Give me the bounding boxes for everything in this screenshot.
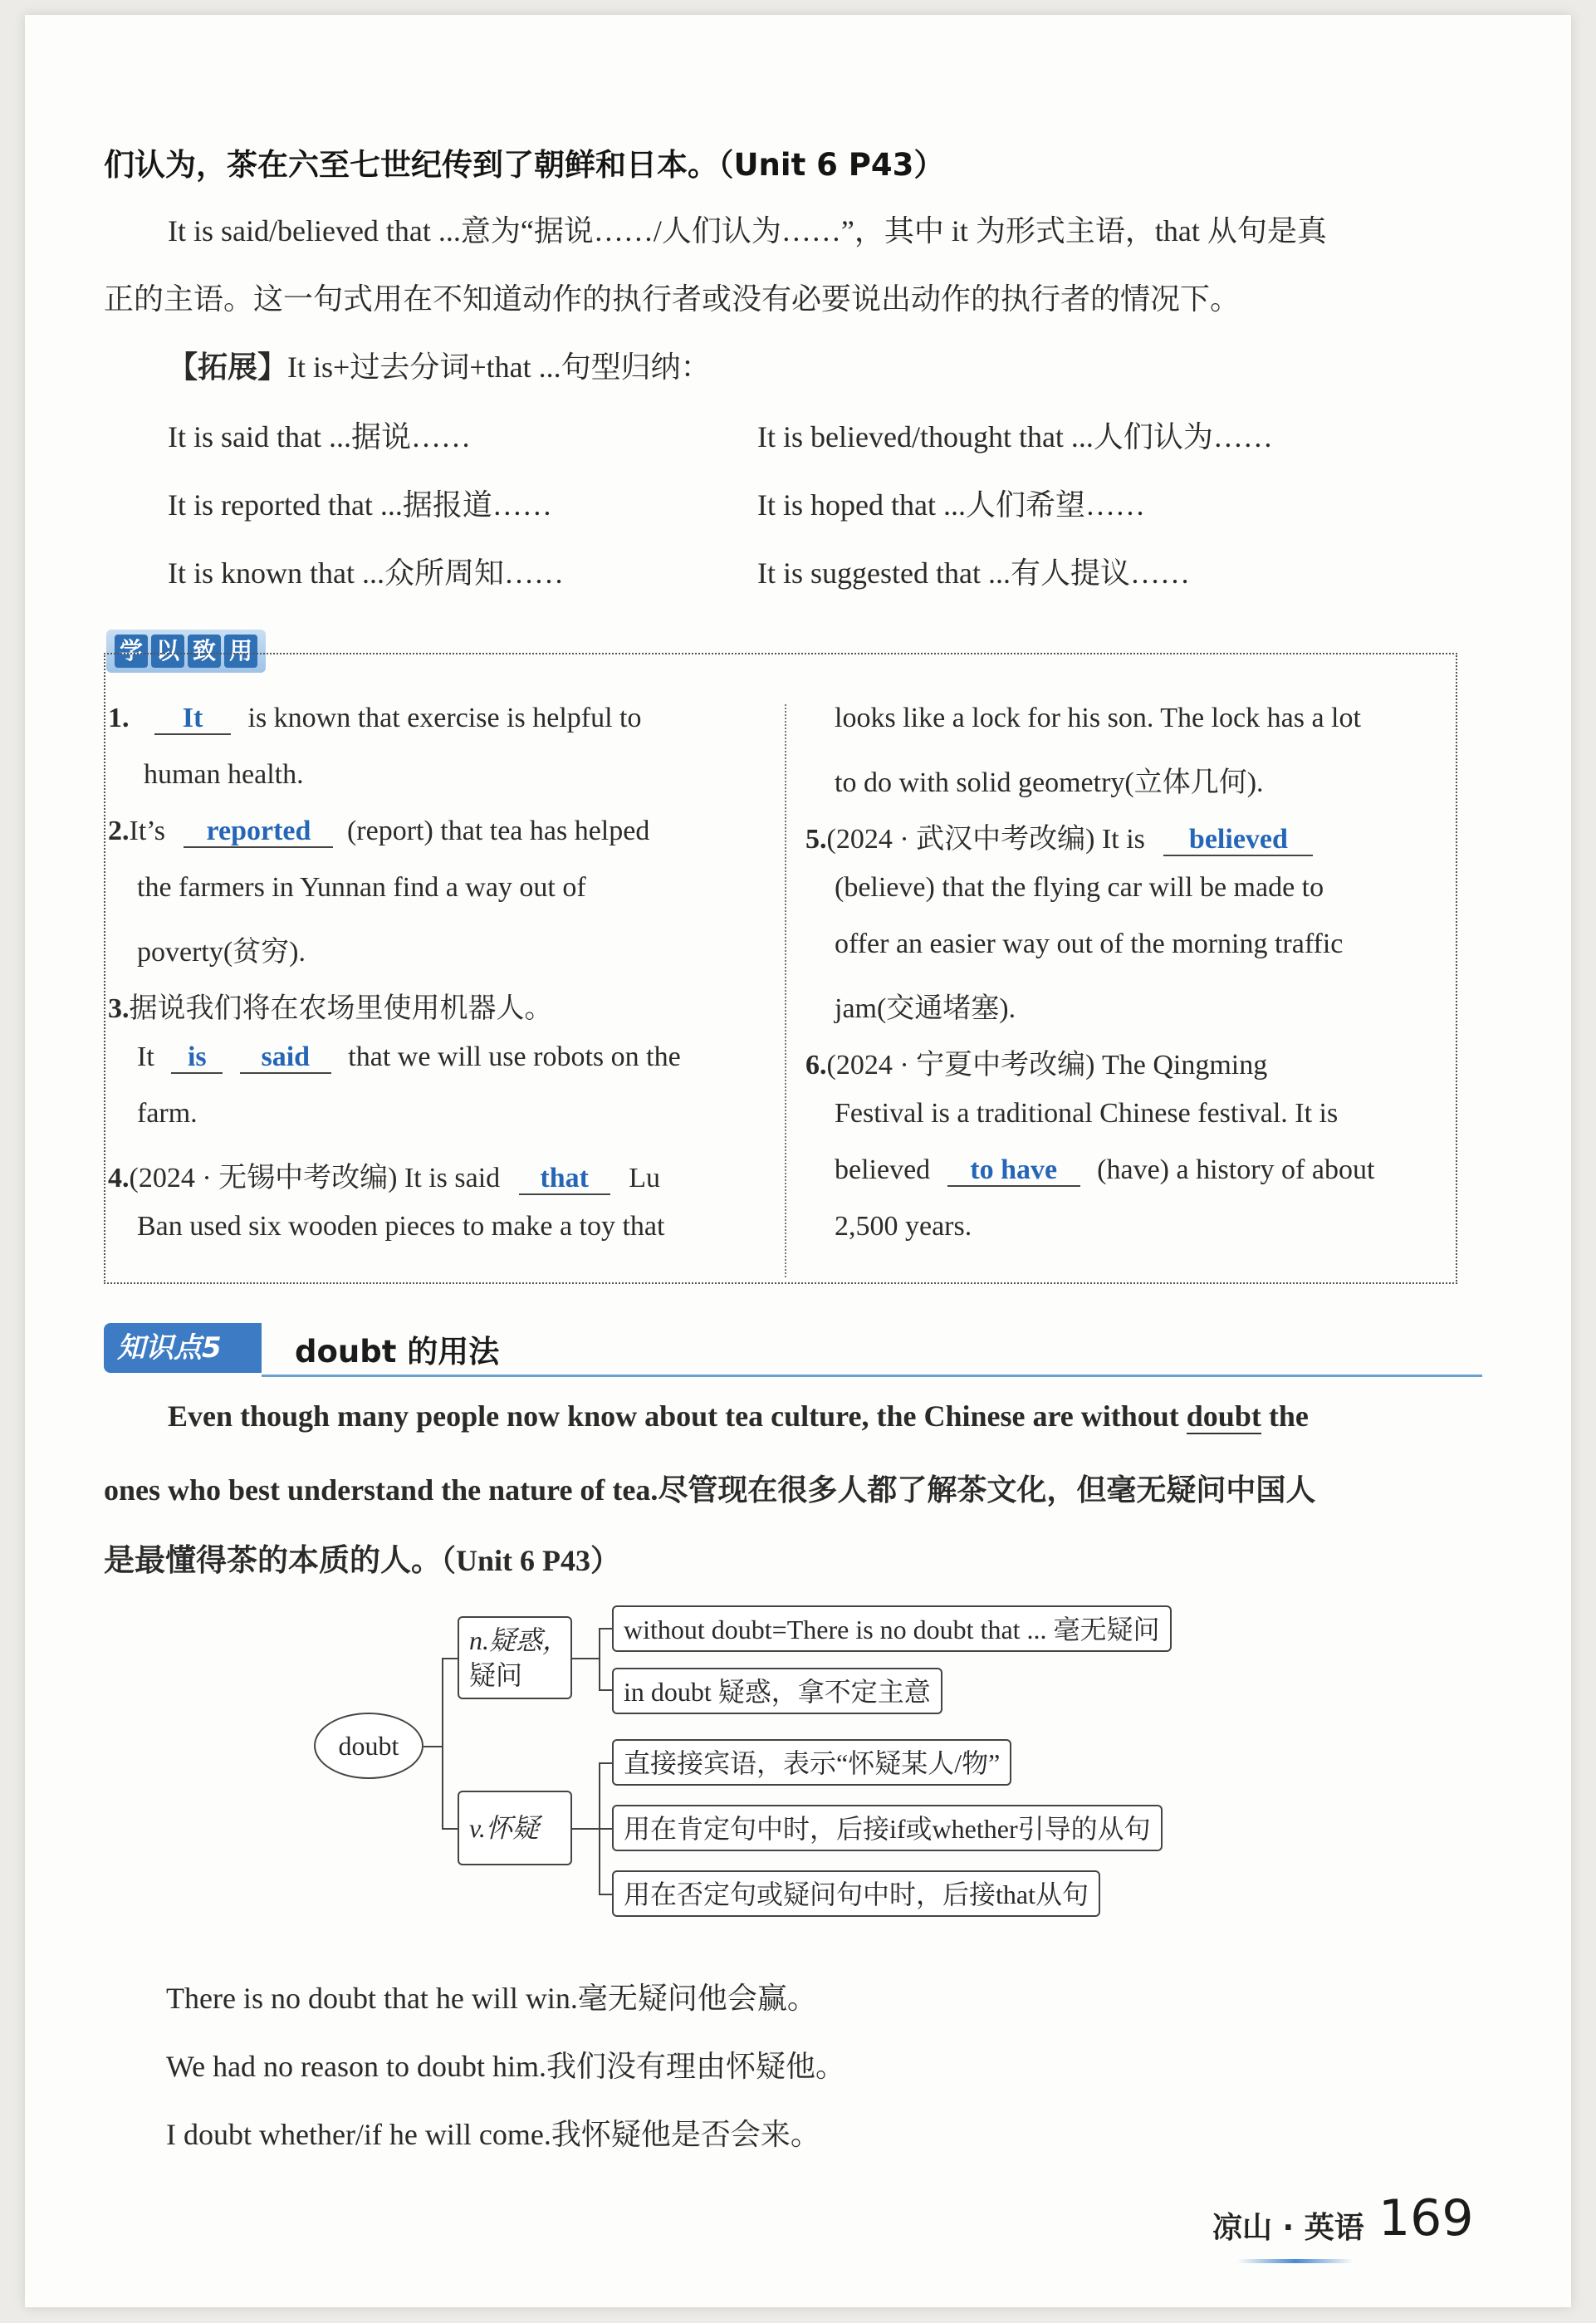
question-number: 3.	[108, 993, 130, 1024]
verb-item-affirmative: 用在肯定句中时，后接if或whether引导的从句	[612, 1805, 1163, 1851]
question-4	[108, 1154, 660, 1195]
example-sentence-line-3	[104, 1535, 620, 1580]
noun-label: n.疑惑，	[469, 1625, 570, 1655]
connector	[599, 1894, 612, 1895]
connector	[442, 1828, 458, 1830]
section-heading: 们认为，茶在六至七世纪传到了朝鲜和日本。（Unit 6 P43）	[104, 147, 945, 183]
connector	[442, 1658, 443, 1828]
pattern-reported: It is reported that ...据报道……	[168, 488, 552, 522]
question-prompt: 据说我们将在农场里使用机器人。	[129, 993, 553, 1024]
pattern-suggested: It is suggested that ...有人提议……	[757, 556, 1190, 590]
question-number: 4.	[108, 1163, 130, 1193]
answer-blank: It	[154, 703, 231, 735]
question-5-line-3: offer an easier way out of the morning traffic	[835, 929, 1344, 959]
noun-label-cont: 疑问	[469, 1660, 523, 1690]
pattern-known: It is known that ...众所周知……	[168, 556, 564, 590]
answer-blank: reported	[184, 816, 333, 848]
question-text: Lu	[629, 1163, 660, 1193]
footer-rule	[1237, 2259, 1354, 2263]
noun-node	[458, 1616, 572, 1699]
question-3-line-3: farm.	[137, 1098, 198, 1129]
question-number: 5.	[805, 824, 827, 855]
question-text: (2024 · 无锡中考改编) It is said	[129, 1163, 501, 1193]
question-text: (have) a history of about	[1097, 1154, 1375, 1185]
question-3-line-2	[137, 1041, 681, 1074]
footer-label: 凉山 · 英语	[1212, 2211, 1364, 2245]
connector	[599, 1628, 600, 1689]
example-2: We had no reason to doubt him.我们没有理由怀疑他。	[166, 2050, 846, 2083]
question-text: (2024 · 宁夏中考改编) The Qingming	[826, 1050, 1268, 1081]
example-3: I doubt whether/if he will come.我怀疑他是否会来。	[166, 2118, 820, 2151]
connector	[572, 1658, 599, 1659]
pattern-believed: It is believed/thought that ...人们认为……	[757, 420, 1273, 453]
question-text: is known that exercise is helpful to	[247, 703, 642, 733]
root-node: doubt	[314, 1713, 423, 1779]
answer-blank: to have	[947, 1155, 1080, 1187]
noun-item-in-doubt: in doubt 疑惑，拿不定主意	[612, 1668, 942, 1714]
noun-item-without-doubt: without doubt=There is no doubt that ... 毫无疑问	[612, 1605, 1172, 1652]
question-6-line-2: Festival is a traditional Chinese festival. It is	[835, 1098, 1339, 1129]
question-6	[805, 1041, 1267, 1082]
explanation-line-2: 正的主语。这一句式用在不知道动作的执行者或没有必要说出动作的执行者的情况下。	[104, 282, 1241, 316]
pattern-hoped: It is hoped that ...人们希望……	[757, 488, 1145, 522]
badge-char: 用	[224, 635, 257, 668]
badge-char: 学	[115, 635, 148, 668]
knowledge-point-header	[104, 1323, 1484, 1381]
answer-blank: that	[519, 1164, 610, 1195]
explanation-line-1: It is said/believed that ...意为“据说……/人们认为……”，其中 it 为形式主语，that 从句是真	[168, 214, 1327, 247]
connector	[599, 1628, 612, 1630]
question-5	[805, 816, 1313, 856]
question-text: believed	[835, 1154, 931, 1185]
connector	[599, 1828, 612, 1830]
verb-item-negative: 用在否定句或疑问句中时，后接that从句	[612, 1870, 1100, 1917]
question-4-line-3: looks like a lock for his son. The lock has a lot	[835, 703, 1361, 733]
question-2-line-3: poverty(贫穷).	[137, 937, 306, 968]
example-sentence-line-1	[168, 1399, 1309, 1433]
question-5-line-2: (believe) that the flying car will be made to	[835, 872, 1324, 903]
example-sentence-line-2: ones who best understand the nature of tea.尽管现在很多人都了解茶文化，但毫无疑问中国人	[104, 1473, 1316, 1507]
pattern-said: It is said that ...据说……	[168, 420, 471, 453]
connector	[572, 1828, 599, 1830]
question-2	[108, 816, 649, 848]
question-6-line-3	[835, 1154, 1374, 1187]
question-4-line-2: Ban used six wooden pieces to make a toy that	[137, 1211, 665, 1242]
verb-item-direct-object: 直接接宾语，表示“怀疑某人/物”	[612, 1739, 1011, 1786]
answer-blank: believed	[1163, 825, 1313, 856]
knowledge-point-title: doubt 的用法	[295, 1334, 500, 1370]
question-1-line-2: human health.	[144, 759, 304, 790]
page-number: 169	[1378, 2189, 1474, 2247]
question-4-line-4: to do with solid geometry(立体几何).	[835, 767, 1264, 798]
question-1	[108, 703, 642, 735]
question-number: 1.	[108, 703, 130, 733]
question-text: It	[137, 1041, 154, 1072]
answer-blank: said	[240, 1042, 331, 1074]
expand-text: It is+过去分词+that ...句型归纳：	[287, 350, 711, 384]
verb-node: v.怀疑	[458, 1791, 572, 1865]
question-2-line-2: the farmers in Yunnan find a way out of	[137, 872, 586, 903]
expand-label: 【拓展】	[168, 350, 288, 385]
question-number: 2.	[108, 816, 130, 846]
connector	[599, 1689, 612, 1691]
connector	[599, 1762, 612, 1764]
question-6-line-4: 2,500 years.	[835, 1211, 972, 1242]
question-3	[108, 985, 553, 1026]
header-rule	[262, 1375, 1482, 1377]
knowledge-point-badge: 知识点5	[104, 1323, 262, 1373]
sentence-source: 。（Unit 6 P43）	[411, 1544, 621, 1577]
column-divider	[785, 704, 786, 1277]
question-5-line-4: jam(交通堵塞).	[835, 993, 1016, 1024]
answer-blank: is	[171, 1042, 223, 1074]
connector	[423, 1746, 442, 1747]
question-number: 6.	[805, 1050, 827, 1081]
badge-char: 致	[188, 635, 221, 668]
sentence-text: the	[1261, 1399, 1309, 1433]
example-1: There is no doubt that he will win.毫无疑问他会赢。	[166, 1982, 817, 2015]
question-text: (2024 · 武汉中考改编) It is	[826, 824, 1145, 855]
question-text: It’s	[129, 816, 165, 846]
sentence-text: 是最懂得茶的本质的人	[104, 1542, 411, 1578]
badge-char: 以	[151, 635, 184, 668]
sentence-text: Even though many people now know about tea culture, the Chinese are without	[168, 1399, 1187, 1433]
expand-line	[168, 344, 711, 386]
key-word: doubt	[1186, 1399, 1261, 1433]
question-text: (report) that tea has helped	[346, 816, 650, 846]
connector	[442, 1658, 458, 1659]
textbook-page	[25, 15, 1571, 2307]
question-text: that we will use robots on the	[348, 1041, 681, 1072]
